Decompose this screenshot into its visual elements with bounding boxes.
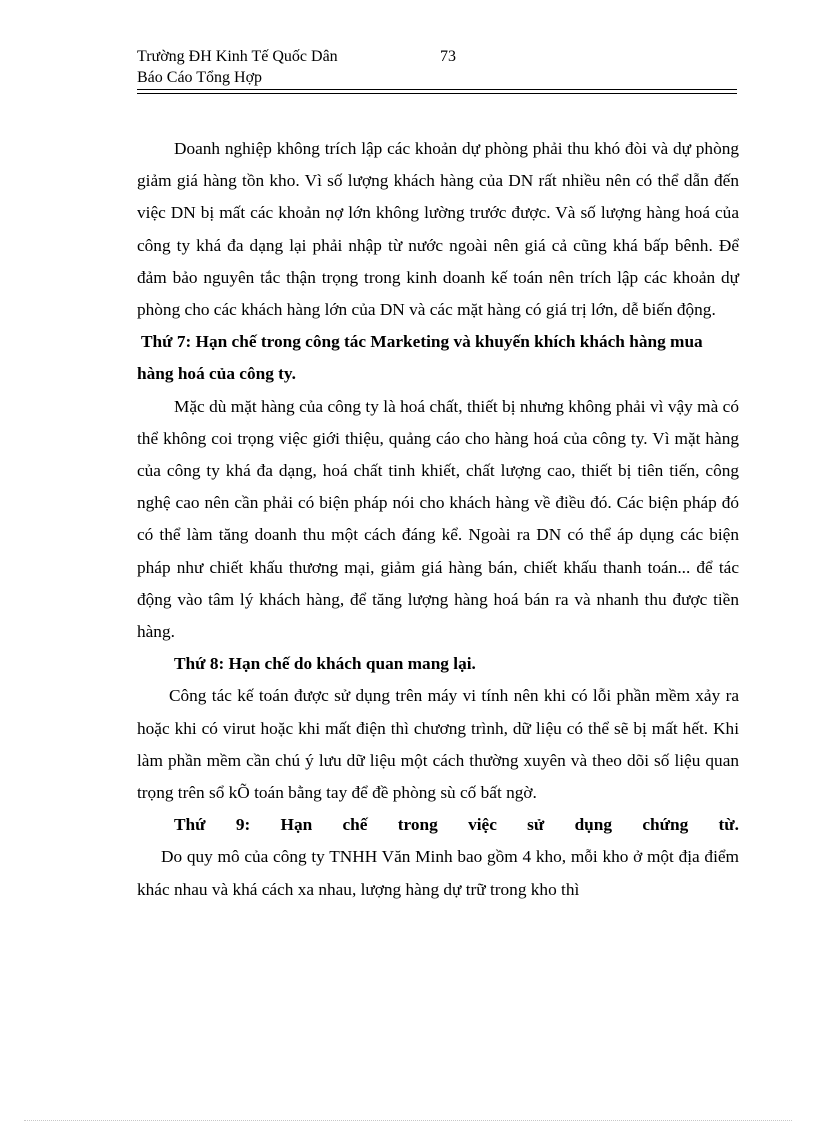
paragraph-objective-risks: Công tác kế toán được sử dụng trên máy vi tính nên khi có lỗi phần mềm xảy ra hoặc khi có virut hoặc khi mất điện thì chương trình, dữ liệu có thể sẽ bị mất hết. Khi làm phần mềm cần chú ý lưu dữ liệu một cách thường xuyên và theo dõi số liệu quan trọng trên sổ kÕ toán bằng tay để đề phòng sù cố bất ngờ. [137, 686, 739, 803]
heading-item-9: Thứ 9: Hạn chế trong việc sử dụng chứng từ. [174, 815, 739, 835]
document-body [137, 133, 739, 906]
heading-item-7: Thứ 7: Hạn chế trong công tác Marketing và khuyến khích khách hàng mua hàng hoá của công ty. [137, 332, 703, 384]
heading-item-8: Thứ 8: Hạn chế do khách quan mang lại. [174, 654, 476, 674]
page-number: 73 [440, 48, 456, 65]
paragraph-documents: Do quy mô của công ty TNHH Văn Minh bao gồm 4 kho, mỗi kho ở một địa điểm khác nhau và khá cách xa nhau, lượng hàng dự trữ trong kho thì [137, 847, 739, 899]
paragraph-marketing: Mặc dù mặt hàng của công ty là hoá chất, thiết bị nhưng không phải vì vậy mà có thể không coi trọng việc giới thiệu, quảng cáo cho hàng hoá của công ty. Vì mặt hàng của công ty khá đa dạng, hoá chất tinh khiết, chất lượng cao, thiết bị tiên tiến, công nghệ cao nên cần phải có biện pháp nói cho khách hàng về điều đó. Các biện pháp đó có thể làm tăng doanh thu một cách đáng kể. Ngoài ra DN có thể áp dụng các biện pháp như chiết khấu thương mại, giảm giá hàng bán, chiết khấu thanh toán... để tác động vào tâm lý khách hàng, để tăng lượng hàng hoá bán ra và nhanh thu được tiền hàng. [137, 396, 739, 642]
header-double-rule [137, 89, 737, 94]
report-title: Báo Cáo Tổng Hợp [137, 69, 263, 86]
school-name: Trường ĐH Kinh Tế Quốc Dân [137, 48, 338, 65]
paragraph-provisions: Doanh nghiệp không trích lập các khoản dự phòng phải thu khó đòi và dự phòng giảm giá hàng tồn kho. Vì số lượng khách hàng của DN rất nhiều nên có thể dẫn đến việc DN bị mất các khoản nợ lớn không lường trước được. Và số lượng hàng hoá của công ty khá đa dạng lại phải nhập từ nước ngoài nên giá cả cũng khá bấp bênh. Để đảm bảo nguyên tắc thận trọng trong kinh doanh kế toán nên trích lập các khoản dự phòng cho các khách hàng lớn của DN và các mặt hàng có giá trị lớn, dễ biến động. [137, 139, 739, 320]
page-bottom-dotted-line [24, 1120, 792, 1121]
page-header [137, 44, 737, 94]
